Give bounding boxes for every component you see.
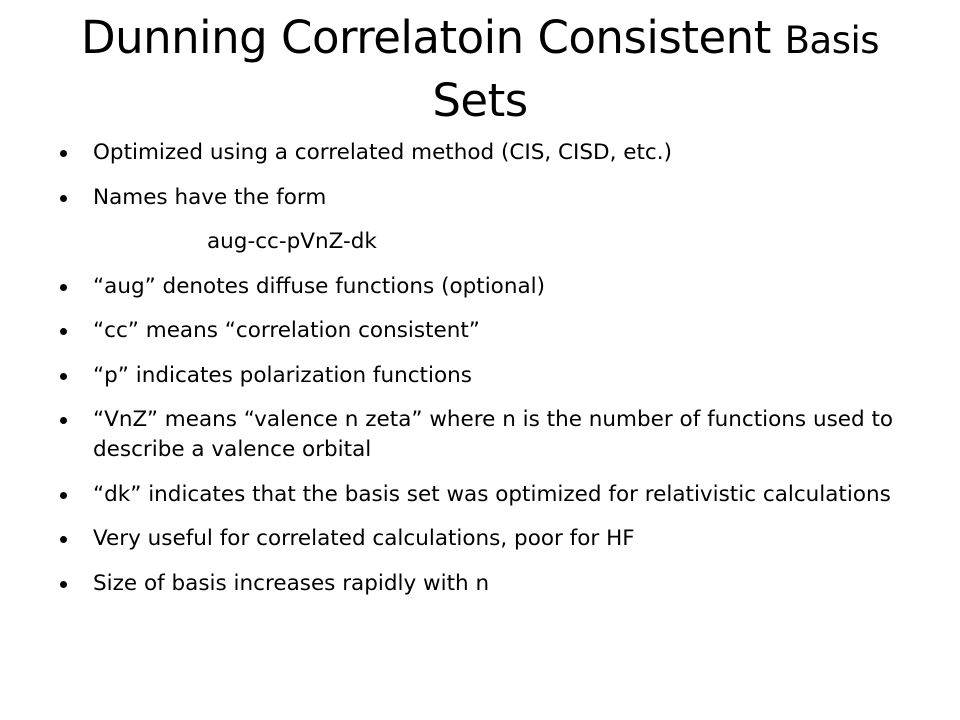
- bullet-dot-icon: [60, 581, 67, 588]
- bullet-dot-icon: [60, 492, 67, 499]
- title-line2: Sets: [432, 74, 528, 127]
- bullet-dot-icon: [60, 536, 67, 543]
- bullet-dot-icon: [60, 373, 67, 380]
- bullet-dot-icon: [60, 150, 67, 157]
- bullet-list: [58, 138, 918, 613]
- bullet-text: “dk” indicates that the basis set was optimized for relativistic calculations: [93, 481, 891, 507]
- bullet-text: “p” indicates polarization functions: [93, 362, 472, 388]
- bullet-text: Size of basis increases rapidly with n: [93, 570, 490, 596]
- slide-title: [40, 8, 920, 131]
- bullet-dot-icon: [60, 328, 67, 335]
- title-main: Dunning Correlatoin Consistent: [80, 11, 785, 64]
- bullet-dot-icon: [60, 417, 67, 424]
- bullet-item: [58, 316, 918, 346]
- bullet-item: [58, 480, 918, 510]
- bullet-item: [58, 405, 918, 465]
- bullet-dot-icon: [60, 284, 67, 291]
- bullet-item: [58, 524, 918, 554]
- bullet-text: Very useful for correlated calculations, poor for HF: [93, 526, 635, 551]
- name-format-example: [58, 227, 918, 257]
- bullet-item: [58, 272, 918, 302]
- bullet-text: Names have the form: [93, 184, 327, 210]
- bullet-text: “aug” denotes diffuse functions (optional): [93, 273, 546, 299]
- title-small: Basis: [784, 19, 880, 62]
- bullet-dot-icon: [60, 195, 67, 202]
- bullet-text: “cc” means “correlation consistent”: [93, 318, 480, 343]
- example-text: aug-cc-pVnZ-dk: [207, 229, 377, 254]
- bullet-item: [58, 361, 918, 391]
- bullet-item: [58, 138, 918, 168]
- bullet-item: [58, 569, 918, 599]
- bullet-text: “VnZ” means “valence n zeta” where n is the number of functions used to describe a valence orbital: [93, 407, 894, 462]
- bullet-item: [58, 183, 918, 213]
- bullet-text: Optimized using a correlated method (CIS, CISD, etc.): [93, 140, 672, 165]
